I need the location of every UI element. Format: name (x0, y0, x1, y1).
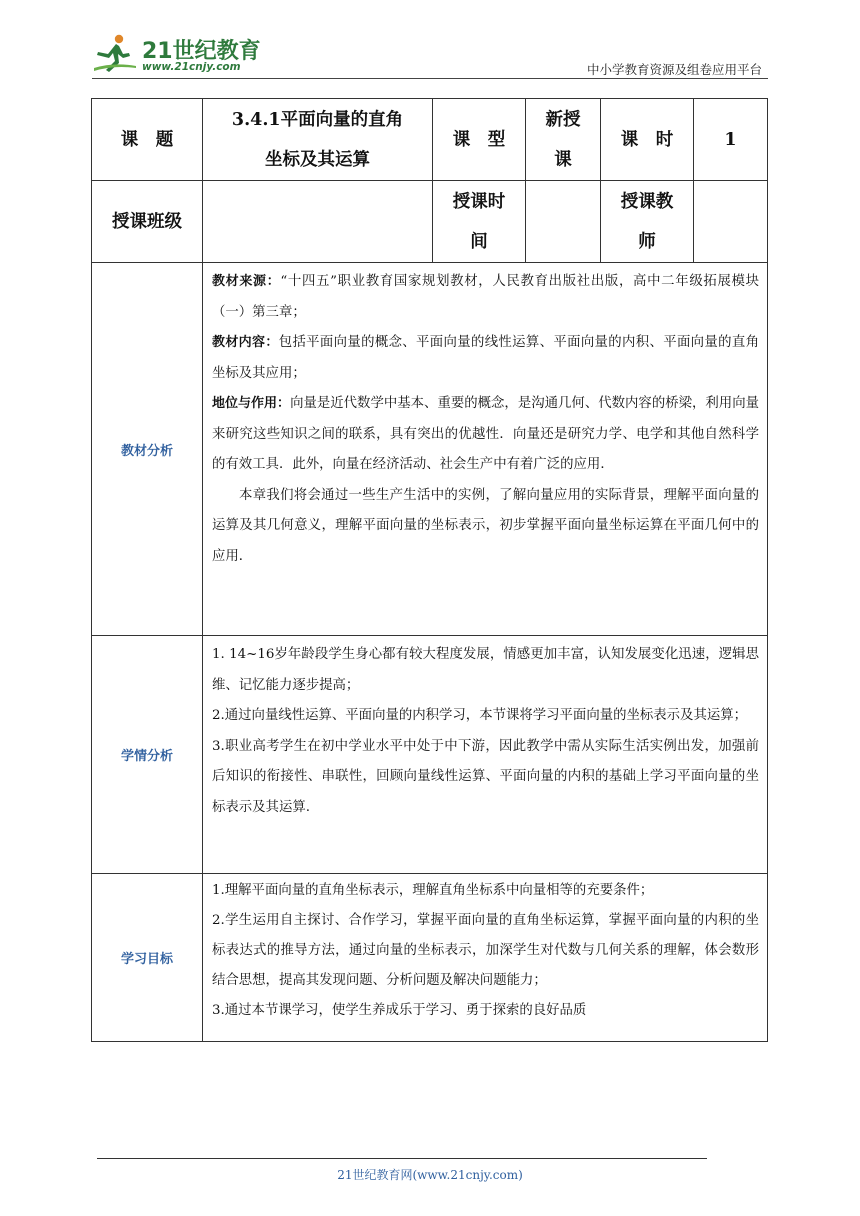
table-row (92, 263, 768, 636)
textbook-content-text: 包括平面向量的概念、平面向量的线性运算、平面向量的内积、平面向量的直角坐标及其应用； (212, 335, 759, 381)
time-label-cell (433, 181, 526, 263)
hours-value-cell (694, 99, 768, 181)
class-value-cell[interactable] (203, 181, 433, 263)
table-row (92, 874, 768, 1042)
topic-label: 课 题 (120, 129, 174, 150)
type-value-line2: 课 (554, 149, 572, 170)
type-label: 课 型 (452, 129, 506, 150)
textbook-role-text: 向量是近代数学中基本、重要的概念，是沟通几何、代数内容的桥梁，利用向量来研究这些知识之间的联系，具有突出的优越性．向量还是研究力学、电学和其他自然科学的有效工具．此外，向量在经济活动、社会生产中有着广泛的应用． (212, 396, 759, 472)
type-label-cell (433, 99, 526, 181)
learning-goals-label: 学习目标 (120, 952, 173, 967)
time-label-line1: 授课时 (452, 191, 506, 212)
textbook-content (212, 328, 759, 389)
class-label: 授课班级 (112, 211, 182, 232)
textbook-source (212, 267, 759, 328)
type-value-line1: 新授 (545, 109, 581, 130)
textbook-analysis-label-cell (92, 263, 203, 636)
list-item: 3.通过本节课学习，使学生养成乐于学习、勇于探索的良好品质 (212, 1003, 587, 1018)
site-logo[interactable] (92, 32, 262, 76)
table-row (92, 181, 768, 263)
type-value-cell (526, 99, 601, 181)
topic-value-cell (203, 99, 433, 181)
textbook-analysis-content (203, 263, 768, 636)
page-header (92, 28, 768, 78)
textbook-chapter-text: 本章我们将会通过一些生产生活中的实例，了解向量应用的实际背景，理解平面向量的运算及其几何意义，理解平面向量的坐标表示，初步掌握平面向量坐标运算在平面几何中的应用． (212, 487, 759, 564)
teacher-label-cell (601, 181, 694, 263)
list-item: 1.理解平面向量的直角坐标表示，理解直角坐标系中向量相等的充要条件； (212, 883, 654, 898)
hours-label-cell (601, 99, 694, 181)
list-item: 2.通过向量线性运算、平面向量的内积学习，本节课将学习平面向量的坐标表示及其运算； (212, 708, 748, 723)
topic-label-cell (92, 99, 203, 181)
header-divider (92, 78, 768, 79)
time-label-line2: 间 (470, 231, 488, 252)
textbook-content-key: 教材内容： (212, 335, 279, 350)
student-analysis-content (203, 636, 768, 874)
teacher-value-cell[interactable] (694, 181, 768, 263)
textbook-source-text: “十四五”职业教育国家规划教材，人民教育出版社出版，高中二年级拓展模块（一）第三章； (212, 274, 759, 320)
list-item: 3.职业高考学生在初中学业水平中处于中下游，因此教学中需从实际生活实例出发，加强前后知识的衔接性、串联性，回顾向量线性运算、平面向量的内积的基础上学习平面向量的坐标表示及其运算. (212, 738, 759, 815)
logo-title: 21世纪教育 (142, 39, 261, 64)
list-item: 2.学生运用自主探讨、合作学习，掌握平面向量的直角坐标运算，掌握平面向量的内积的坐标表达式的推导方法，通过向量的坐标表示，加深学生对代数与几何关系的理解，体会数形结合思想，提高其发现问题、分析问题及解决问题能力； (212, 913, 759, 988)
running-figure-logo-icon (92, 32, 138, 76)
footer-link[interactable]: 21世纪教育网(www.21cnjy.com) (337, 1168, 523, 1182)
learning-goals-label-cell (92, 874, 203, 1042)
textbook-source-key: 教材来源： (212, 274, 281, 289)
textbook-role (212, 389, 759, 481)
footer-divider (97, 1158, 707, 1159)
hours-label: 课 时 (620, 129, 674, 150)
list-item: 1. 14~16岁年龄段学生身心都有较大程度发展，情感更加丰富，认知发展变化迅速，逻辑思维、记忆能力逐步提高； (212, 647, 759, 693)
teacher-label-line1: 授课教 (620, 191, 674, 212)
student-analysis-label: 学情分析 (120, 749, 173, 764)
hours-value: 1 (724, 129, 737, 150)
time-value-cell[interactable] (526, 181, 601, 263)
learning-goals-content (203, 874, 768, 1042)
student-analysis-label-cell (92, 636, 203, 874)
topic-value-line2: 坐标及其运算 (265, 149, 370, 170)
textbook-analysis-label: 教材分析 (120, 443, 173, 459)
teacher-label-line2: 师 (638, 231, 656, 252)
class-label-cell (92, 181, 203, 263)
table-row (92, 636, 768, 874)
topic-value-line1: 3.4.1平面向量的直角 (231, 109, 404, 130)
lesson-plan-table (91, 98, 768, 1042)
table-row (92, 99, 768, 181)
logo-url: www.21cnjy.com (142, 61, 241, 73)
textbook-role-key: 地位与作用： (212, 396, 291, 411)
platform-name: 中小学教育资源及组卷应用平台 (586, 62, 762, 77)
